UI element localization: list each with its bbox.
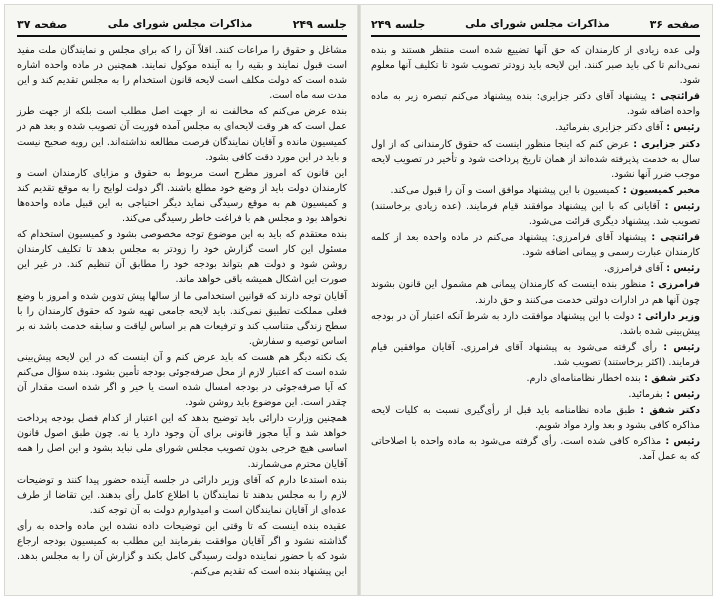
left-page-body <box>17 43 347 579</box>
transcript-entry <box>371 340 700 370</box>
left-page-number: صفحه ۳۷ <box>17 17 68 31</box>
speaker-name: رئیس : <box>661 436 700 447</box>
right-page-number: صفحه ۳۶ <box>649 17 700 31</box>
speaker-name: وزیر دارائی : <box>634 311 700 322</box>
speaker-name: فرامرزی : <box>646 279 700 290</box>
entry-text: پیشنهاد آقای دکتر جزایری: بنده پیشنهاد می‌کنم تبصره زیر به ماده واحده اضافه شود. <box>371 91 700 118</box>
entry-text: بفرمائید. <box>628 389 663 401</box>
entry-text: طبق ماده نظامنامه باید قبل از رأی‌گیری نسبت به کلیات لایحه مذاکره کافی بشود و بعد وارد مواد شویم. <box>371 405 700 432</box>
entry-text: کمیسیون با این پیشنهاد موافق است و آن را قبول می‌کند. <box>390 184 620 196</box>
left-paragraph: بنده معتقدم که باید به این موضوع توجه مخصوصی بشود و کمیسیون استخدام که مسئول این کار است گزارش خود را زودتر به مجلس بدهد تا تکلیف کارمندان روشن شود و دولت هم بتواند بودجه خود را مطابق آن تنظیم کند. در غیر این صورت این اشکال همیشه باقی خواهد ماند. <box>17 229 347 286</box>
left-paragraph: عقیده بنده اینست که تا وقتی این توضیحات داده نشده این ماده واحده به رأی گذاشته نشود و اگر آقایان موافقت بفرمایند این مطلب به کمیسیون بودجه ارجاع شود که با حضور نماینده دولت رسیدگی کامل بکند و گزارش آن را به مجلس بدهد. این پیشنهاد بنده است که تقدیم می‌کنم. <box>17 520 347 578</box>
left-paragraph: این قانون که امروز مطرح است مربوط به حقوق و مزایای کارمندان است و کارمندان دولت باید از وضع خود مطلع باشند. اگر دولت لوایح را به موقع تقدیم کند و کمیسیون هم به موقع رسیدگی نماید دیگر احتیاجی به این قبیل ماده واحده‌ها نخواهد بود و مجلس هم با فراغت خاطر رسیدگی می‌کند. <box>17 167 347 225</box>
entry-text: آقای فرامرزی. <box>603 263 663 275</box>
left-paragraph: آقایان توجه دارند که قوانین استخدامی ما از سالها پیش تدوین شده و امروز با وضع فعلی مملکت تطبیق نمی‌کند. باید لایحه جامعی تهیه شود که حقوق کارمندان را با سطح زندگی متناسب کند و ترفیعات هم بر اساس لیاقت و سابقه خدمت باشد نه بر اساس توصیه و سفارش. <box>17 290 347 347</box>
right-page-header <box>371 13 700 37</box>
entry-text: عرض کنم که اینجا منظور اینست که حقوق کارمندانی که از اول سال به خدمت پذیرفته شده‌اند از همان تاریخ پرداخت شود و تأخیر در تصویب لایحه موجب ضرر آنها نشود. <box>371 138 700 180</box>
entry-text: منظور بنده اینست که کارمندان پیمانی هم مشمول این قانون بشوند چون آنها هم در ادارات دولتی خدمت می‌کنند و حق دارند. <box>371 279 700 306</box>
left-running-title: مذاکرات مجلس شورای ملی <box>107 18 253 30</box>
transcript-entry <box>371 199 700 229</box>
entry-text: مذاکره کافی شده است. رأی گرفته می‌شود به ماده واحده با اصلاحاتی که به عمل آمد. <box>371 436 700 463</box>
left-page-header <box>17 13 347 37</box>
right-running-title: مذاکرات مجلس شورای ملی <box>465 18 610 30</box>
speaker-name: دکتر شفق : <box>635 405 700 416</box>
speaker-name: مخبر کمیسیون : <box>620 185 700 196</box>
left-paragraph: همچنین وزارت دارائی باید توضیح بدهد که این اعتبار از کدام فصل بودجه پرداخت خواهد شد و آیا مجوز قانونی برای آن وجود دارد یا نه. چون طبق اصول قانون اساسی هیچ خرجی بدون تصویب مجلس شورای ملی نباید بشود و این اصل را همه آقایان محترم می‌شمارند. <box>17 413 347 470</box>
transcript-entry <box>371 277 700 307</box>
transcript-entry <box>371 137 700 182</box>
transcript-entry <box>371 230 700 260</box>
book-spread <box>4 4 713 596</box>
entry-text: پیشنهاد آقای فرامرزی: پیشنهاد می‌کنم در ماده واحده بعد از کلمه کارمندان عبارت رسمی و پیمانی اضافه شود. <box>371 232 700 259</box>
speaker-name: قرائتچی : <box>646 232 700 243</box>
left-paragraph: مشاغل و حقوق را مراعات کنند. اقلاً آن را که برای مجلس و نمایندگان ملت مفید است قبول نمایند و بقیه را به آینده موکول نمایند. همچنین در ماده واحده اشاره شده است که دولت مکلف است لایحه قانون استخدام را به مجلس تقدیم کند و این مدت سه ماه است. <box>17 45 347 102</box>
speaker-name: رئیس : <box>663 263 700 274</box>
speaker-name: دکتر جزایری : <box>629 139 700 150</box>
left-paragraph: بنده استدعا دارم که آقای وزیر دارائی در جلسه آینده حضور پیدا کنند و توضیحات لازم را به مجلس بدهند تا نمایندگان با اطلاع کامل رأی بدهند. این تقاضا از طرف عده‌ای از آقایان نمایندگان است و امیدوارم دولت به آن توجه کند. <box>17 474 347 516</box>
transcript-entry <box>371 120 700 135</box>
entry-text: رأی گرفته می‌شود به پیشنهاد آقای فرامرزی. آقایان موافقین قیام فرمایند. (اکثر برخاستند) تصویب شد. <box>371 341 700 368</box>
transcript-entry <box>371 371 700 386</box>
entry-text: ولی عده زیادی از کارمندان که حق آنها تضییع شده است منتظر هستند و بنده نمی‌دانم تا کی باید صبر کنند. این لایحه باید زودتر تصویب شود تا تکلیف آنها معلوم شود. <box>371 45 700 87</box>
right-page <box>361 5 712 595</box>
transcript-entry <box>371 261 700 276</box>
transcript-entry <box>371 309 700 339</box>
transcript-entry <box>371 89 700 119</box>
transcript-entry <box>371 403 700 433</box>
entry-text: آقای دکتر جزایری بفرمائید. <box>555 122 663 134</box>
speaker-name: رئیس : <box>660 201 700 212</box>
transcript-entry <box>371 183 700 198</box>
left-session-number: جلسه ۲۴۹ <box>292 17 347 31</box>
speaker-name: رئیس : <box>657 342 700 353</box>
transcript-entry <box>371 434 700 464</box>
right-session-number: جلسه ۲۴۹ <box>371 17 426 31</box>
right-page-body <box>371 43 700 465</box>
speaker-name: رئیس : <box>663 389 700 400</box>
transcript-entry <box>371 387 700 402</box>
left-page <box>5 5 357 595</box>
speaker-name: دکتر شفق : <box>641 373 700 384</box>
speaker-name: رئیس : <box>663 122 700 133</box>
entry-text: بنده اخطار نظامنامه‌ای دارم. <box>526 372 641 384</box>
transcript-entry <box>371 43 700 88</box>
left-paragraph: یک نکته دیگر هم هست که باید عرض کنم و آن اینست که در این لایحه پیش‌بینی شده است که اعتبار لازم از محل صرفه‌جوئی بودجه تأمین بشود. بنده سؤال می‌کنم که آیا صرفه‌جوئی در بودجه امسال شده است یا خیر و اگر شده است مقدار آن چقدر است. این موضوع باید روشن شود. <box>17 351 347 409</box>
entry-text: آقایانی که با این پیشنهاد موافقند قیام فرمایند. (عده زیادی برخاستند) تصویب شد. پیشنهاد دیگری قرائت می‌شود. <box>371 200 700 228</box>
speaker-name: قرائتچی : <box>647 91 700 102</box>
entry-text: دولت با این پیشنهاد موافقت دارد به شرط آنکه اعتبار آن در بودجه پیش‌بینی شده باشد. <box>371 310 700 337</box>
left-paragraph: بنده عرض می‌کنم که مخالفت نه از جهت اصل مطلب است بلکه از جهت طرز عمل است که هر وقت لایحه‌ای به مجلس آمده فوریت آن تصویب شده و بعد هم در کمیسیون مانده و آقایان نمایندگان فرصت مطالعه نداشته‌اند. این رویه صحیح نیست و باید در این مورد دقت کافی بشود. <box>17 106 347 163</box>
